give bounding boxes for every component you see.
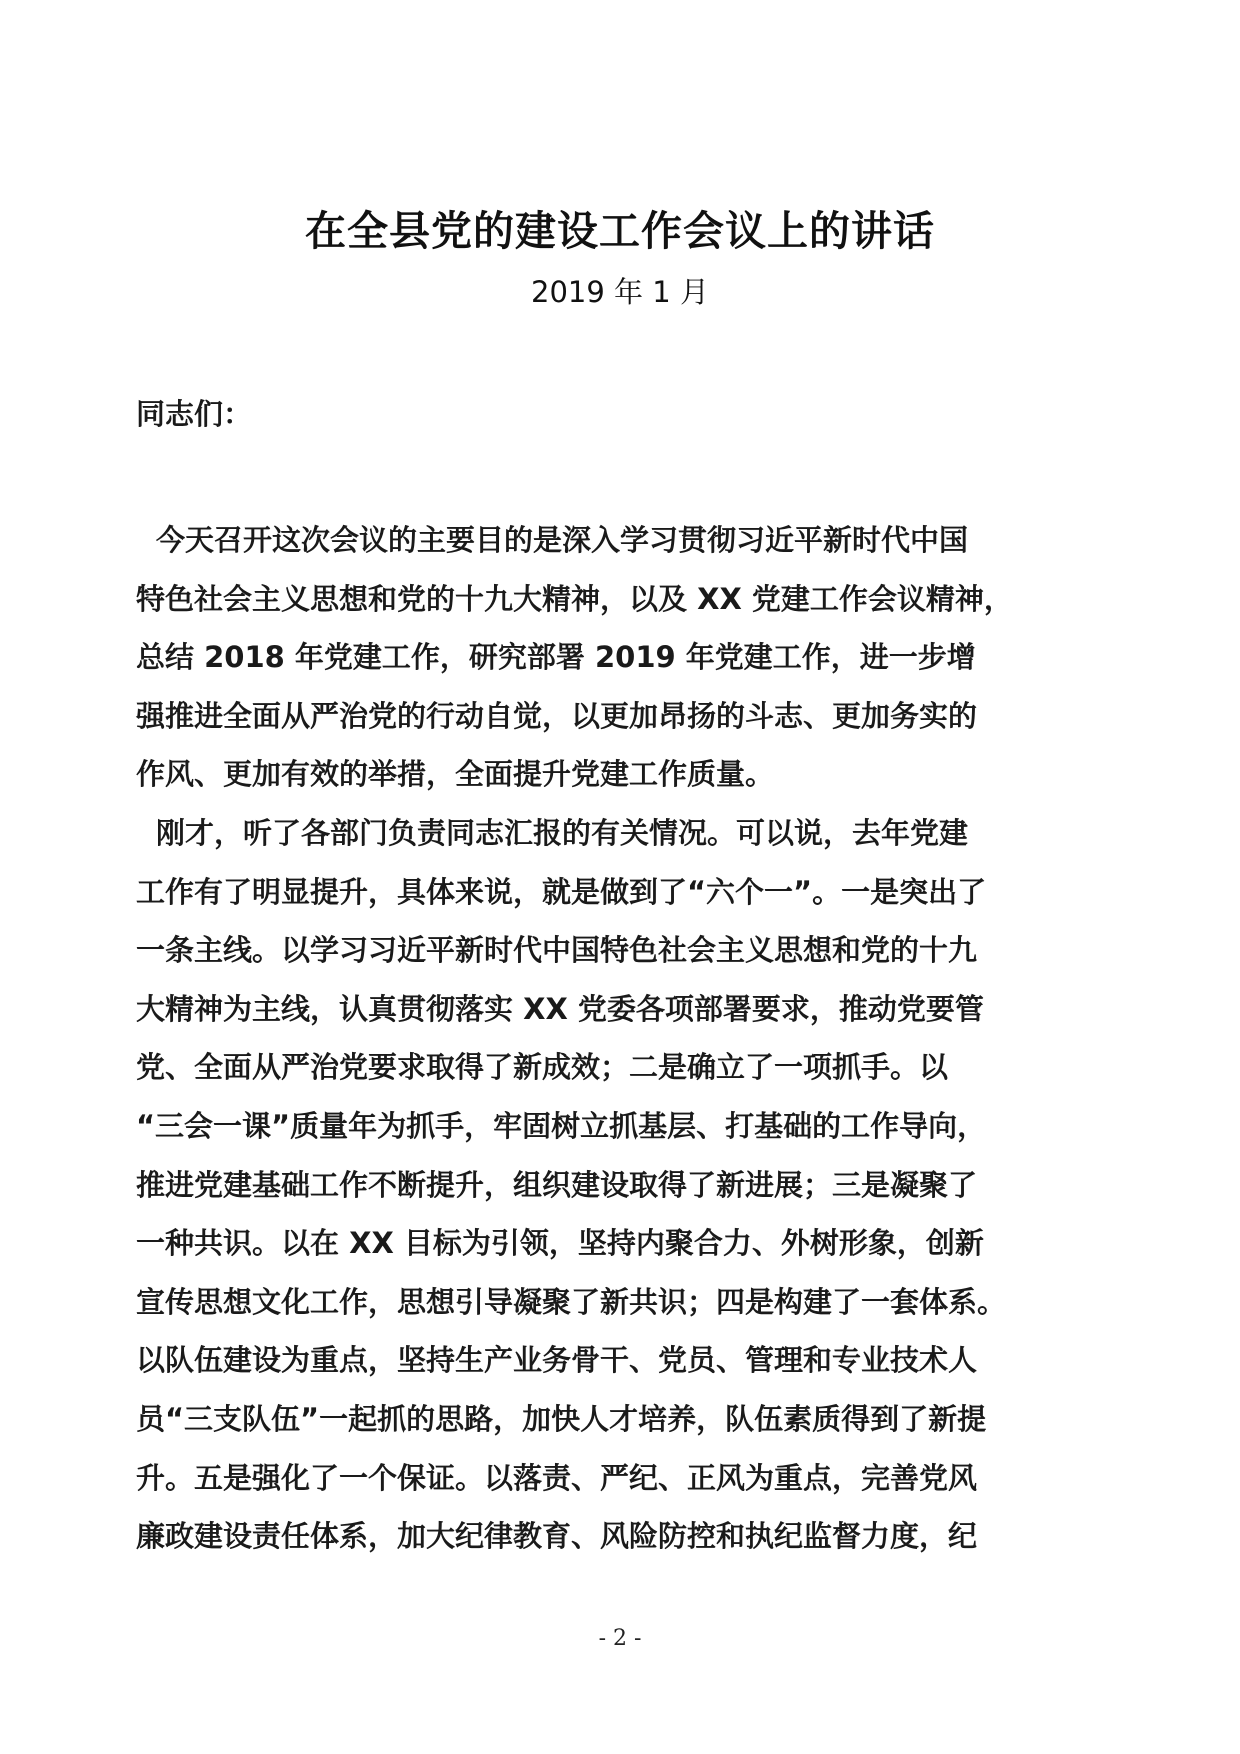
text-line: 强推进全面从严治党的行动自觉，以更加昂扬的斗志、更加务实的: [136, 698, 978, 733]
text-line: 工作有了明显提升，具体来说，就是做到了“六个一”。一是突出了: [136, 874, 987, 909]
text-line: 升。五是强化了一个保证。以落责、严纪、正风为重点，完善党风: [136, 1460, 978, 1495]
text-line: 作风、更加有效的举措，全面提升党建工作质量。: [136, 757, 775, 792]
salutation: 同志们：: [136, 397, 253, 431]
text-line: 刚才，听了各部门负责同志汇报的有关情况。可以说，去年党建: [156, 815, 969, 850]
text-line: 推进党建基础工作不断提升，组织建设取得了新进展；三是凝聚了: [136, 1167, 978, 1202]
document-date: 2019 年 1 月: [531, 275, 709, 309]
page-number: - 2 -: [598, 1626, 642, 1651]
text-line: 总结 2018 年党建工作，研究部署 2019 年党建工作，进一步增: [136, 640, 976, 675]
document-title: 在全县党的建设工作会议上的讲话: [305, 207, 935, 255]
text-line: 员“三支队伍”一起抓的思路，加快人才培养，队伍素质得到了新提: [136, 1401, 987, 1436]
text-line: 一种共识。以在 XX 目标为引领，坚持内聚合力、外树形象，创新: [136, 1226, 984, 1261]
text-line: 廉政建设责任体系，加大纪律教育、风险防控和执纪监督力度，纪: [136, 1519, 978, 1554]
text-line: 大精神为主线，认真贯彻落实 XX 党委各项部署要求，推动党要管: [136, 991, 984, 1026]
text-line: 以队伍建设为重点，坚持生产业务骨干、党员、管理和专业技术人: [136, 1343, 978, 1378]
text-line: 特色社会主义思想和党的十九大精神，以及 XX 党建工作会议精神，: [136, 581, 1013, 616]
text-line: 宣传思想文化工作，思想引导凝聚了新共识；四是构建了一套体系。: [136, 1284, 1007, 1319]
body-text: [136, 511, 1126, 1566]
text-line: 一条主线。以学习习近平新时代中国特色社会主义思想和党的十九: [136, 933, 978, 968]
text-line: “三会一课”质量年为抓手，牢固树立抓基层、打基础的工作导向，: [136, 1108, 987, 1143]
text-line: 党、全面从严治党要求取得了新成效；二是确立了一项抓手。以: [136, 1050, 949, 1085]
text-line: 今天召开这次会议的主要目的是深入学习贯彻习近平新时代中国: [156, 523, 969, 557]
